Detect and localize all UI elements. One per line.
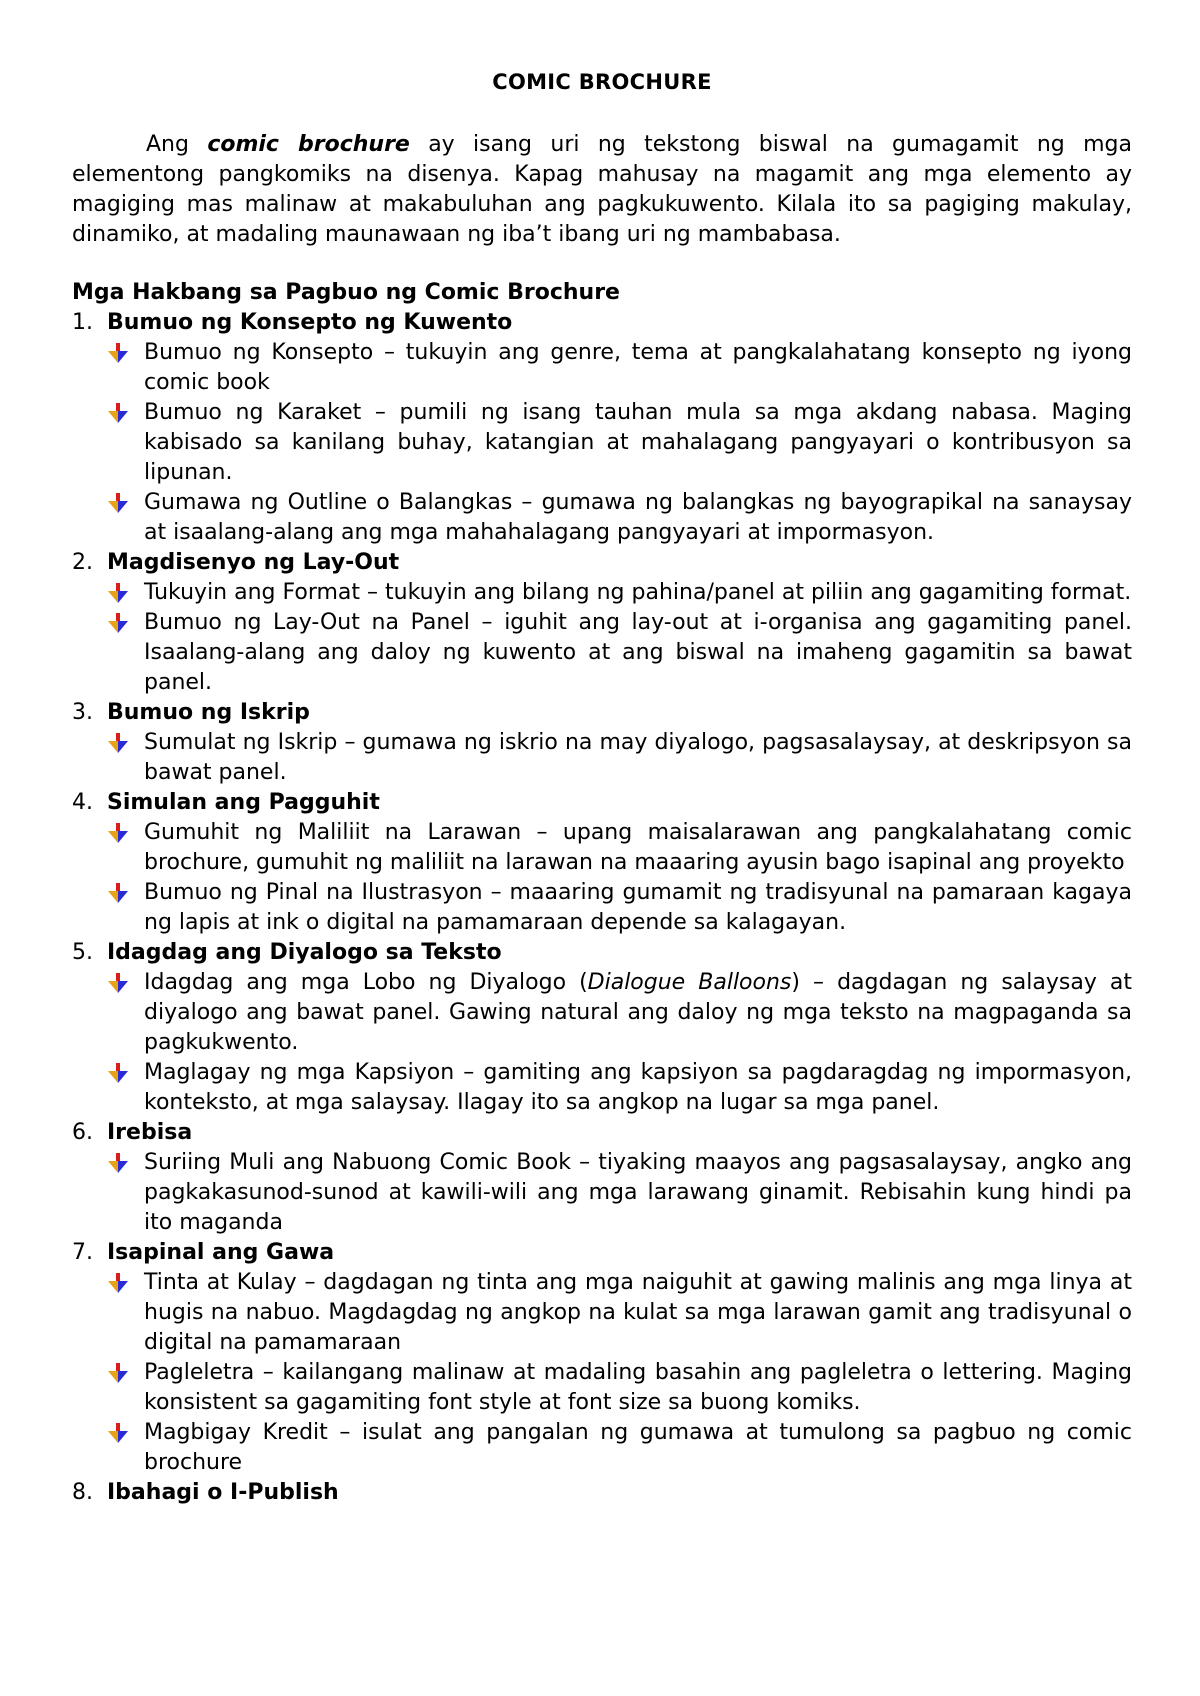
bullet-list (72, 728, 1132, 788)
bullet-text: Pagleletra – kailangang malinaw at madaling basahin ang pagleletra o lettering. Maging konsistent sa gagamiting font style at font size sa buong komiks. (144, 1360, 1132, 1415)
page-title: COMIC BROCHURE (492, 70, 712, 94)
bullet-list (72, 818, 1132, 938)
step-number: 3. (72, 700, 93, 725)
step-number: 1. (72, 310, 93, 335)
step-title: Isapinal ang Gawa (107, 1240, 335, 1265)
bullet-text: Tinta at Kulay – dagdagan ng tinta ang mga naiguhit at gawing malinis ang mga linya at hugis na nabuo. Magdagdag ng angkop na kulat sa mga larawan gamit ang tradisyunal o digital na pamamaraan (144, 1270, 1132, 1355)
step-item (72, 548, 1132, 698)
step-item (72, 938, 1132, 1118)
step-title: Idagdag ang Diyalogo sa Teksto (107, 940, 502, 965)
step-title: Ibahagi o I-Publish (107, 1480, 339, 1505)
steps-list (72, 308, 1132, 1508)
step-number: 5. (72, 940, 93, 965)
step-item (72, 1478, 1132, 1508)
step-number: 7. (72, 1240, 93, 1265)
bullet-item (108, 1058, 1132, 1118)
bullet-item (108, 878, 1132, 938)
step-heading (72, 1478, 1132, 1508)
bullet-text: Magbigay Kredit – isulat ang pangalan ng gumawa at tumulong sa pagbuo ng comic brochure (144, 1420, 1132, 1475)
step-heading (72, 788, 1132, 818)
step-item (72, 698, 1132, 788)
bullet-list (72, 578, 1132, 698)
bullet-item (108, 1268, 1132, 1358)
bullet-list (72, 338, 1132, 548)
bullet-text: Sumulat ng Iskrip – gumawa ng iskrio na may diyalogo, pagsasalaysay, at deskripsyon sa bawat panel. (144, 730, 1132, 785)
bullet-item (108, 488, 1132, 548)
bullet-item (108, 1358, 1132, 1418)
bullet-item (108, 578, 1132, 608)
bullet-text: Gumawa ng Outline o Balangkas – gumawa ng balangkas ng bayograpikal na sanaysay at isaalang-alang ang mga mahahalagang pangyayari at impormasyon. (144, 490, 1132, 545)
step-number: 4. (72, 790, 93, 815)
arrow-down-bullet-icon (108, 1058, 144, 1088)
bullet-item (108, 1418, 1132, 1478)
intro-paragraph (72, 130, 1132, 250)
bullet-item (108, 968, 1132, 1058)
arrow-down-bullet-icon (108, 488, 144, 518)
step-title: Bumuo ng Konsepto ng Kuwento (107, 310, 513, 335)
intro-rest: ay isang uri ng tekstong biswal na gumagamit ng mga elementong pangkomiks na disenya. Kapag mahusay na magamit ang mga elemento ay magiging mas malinaw at makabuluhan ang pagkukuwento. Kilala ito sa pagiging makulay, dinamiko, at madaling maunawaan ng iba’t ibang uri ng mambabasa. (72, 132, 1132, 247)
bullet-item (108, 608, 1132, 698)
step-item (72, 788, 1132, 938)
step-heading (72, 698, 1132, 728)
step-title: Irebisa (107, 1120, 193, 1145)
section-heading: Mga Hakbang sa Pagbuo ng Comic Brochure (72, 280, 620, 305)
bullet-text: Suriing Muli ang Nabuong Comic Book – tiyaking maayos ang pagsasalaysay, angko ang pagkakasunod-sunod at kawili-wili ang mga larawang ginamit. Rebisahin kung hindi pa ito maganda (144, 1150, 1132, 1235)
bullet-text: Bumuo ng Konsepto – tukuyin ang genre, tema at pangkalahatang konsepto ng iyong comic book (144, 340, 1132, 395)
arrow-down-bullet-icon (108, 1148, 144, 1178)
step-heading (72, 1238, 1132, 1268)
arrow-down-bullet-icon (108, 578, 144, 608)
step-heading (72, 938, 1132, 968)
step-number: 6. (72, 1120, 93, 1145)
arrow-down-bullet-icon (108, 878, 144, 908)
step-item (72, 1118, 1132, 1238)
bullet-item (108, 818, 1132, 878)
step-heading (72, 308, 1132, 338)
arrow-down-bullet-icon (108, 818, 144, 848)
bullet-list (72, 1268, 1132, 1478)
bullet-text: Maglagay ng mga Kapsiyon – gamiting ang kapsiyon sa pagdaragdag ng impormasyon, konteksto, at mga salaysay. Ilagay ito sa angkop na lugar sa mga panel. (144, 1060, 1132, 1115)
document-page (72, 70, 1132, 1508)
arrow-down-bullet-icon (108, 338, 144, 368)
intro-term: comic brochure (207, 132, 410, 157)
step-title: Bumuo ng Iskrip (107, 700, 310, 725)
step-heading (72, 1118, 1132, 1148)
step-item (72, 308, 1132, 548)
arrow-down-bullet-icon (108, 968, 144, 998)
bullet-item (108, 338, 1132, 398)
step-title: Magdisenyo ng Lay-Out (107, 550, 400, 575)
step-number: 8. (72, 1480, 93, 1505)
arrow-down-bullet-icon (108, 398, 144, 428)
step-heading (72, 548, 1132, 578)
bullet-text: Bumuo ng Lay-Out na Panel – iguhit ang lay-out at i-organisa ang gagamiting panel. Isaalang-alang ang daloy ng kuwento at ang biswal na imaheng gagamitin sa bawat panel. (144, 610, 1132, 695)
step-item (72, 1238, 1132, 1478)
bullet-item (108, 728, 1132, 788)
bullet-text: Tukuyin ang Format – tukuyin ang bilang ng pahina/panel at piliin ang gagamiting format. (144, 580, 1132, 605)
step-number: 2. (72, 550, 93, 575)
arrow-down-bullet-icon (108, 1418, 144, 1448)
bullet-list (72, 1148, 1132, 1238)
bullet-item (108, 1148, 1132, 1238)
step-title: Simulan ang Pagguhit (107, 790, 380, 815)
arrow-down-bullet-icon (108, 728, 144, 758)
bullet-text: Bumuo ng Pinal na Ilustrasyon – maaaring gumamit ng tradisyunal na pamaraan kagaya ng lapis at ink o digital na pamamaraan depende sa kalagayan. (144, 880, 1132, 935)
arrow-down-bullet-icon (108, 608, 144, 638)
arrow-down-bullet-icon (108, 1268, 144, 1298)
intro-lead: Ang (146, 132, 208, 157)
bullet-list (72, 968, 1132, 1118)
bullet-text: Gumuhit ng Maliliit na Larawan – upang maisalarawan ang pangkalahatang comic brochure, gumuhit ng maliliit na larawan na maaaring ayusin bago isapinal ang proyekto (144, 820, 1132, 875)
bullet-text: Bumuo ng Karaket – pumili ng isang tauhan mula sa mga akdang nabasa. Maging kabisado sa kanilang buhay, katangian at mahalagang pangyayari o kontribusyon sa lipunan. (144, 400, 1132, 485)
arrow-down-bullet-icon (108, 1358, 144, 1388)
bullet-item (108, 398, 1132, 488)
bullet-text: Idagdag ang mga Lobo ng Diyalogo (Dialogue Balloons) – dagdagan ng salaysay at diyalogo ang bawat panel. Gawing natural ang daloy ng mga teksto na magpaganda sa pagkukwento. (144, 970, 1132, 1055)
